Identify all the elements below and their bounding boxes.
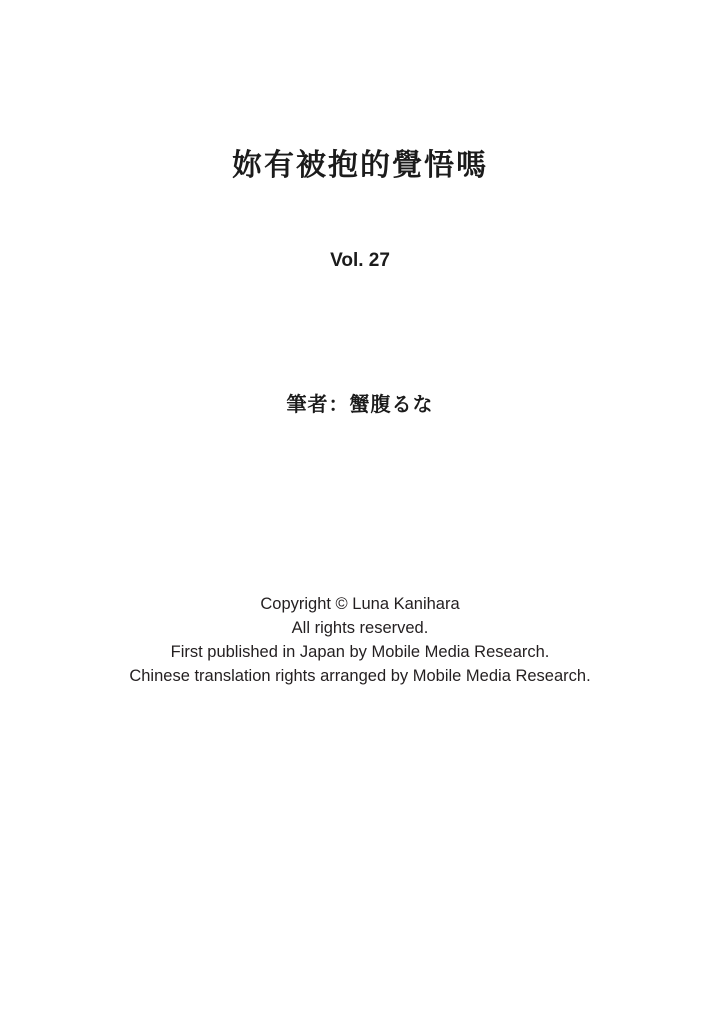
volume-label: Vol. 27 xyxy=(330,250,390,271)
copyright-block xyxy=(0,592,720,688)
page-title: 妳有被抱的覺悟嗎 xyxy=(232,149,488,182)
copyright-line-2: All rights reserved. xyxy=(291,619,429,637)
copyright-line-3: First published in Japan by Mobile Media Research. xyxy=(170,643,550,661)
copyright-line-4: Chinese translation rights arranged by Mobile Media Research. xyxy=(129,667,591,685)
copyright-line-1: Copyright © Luna Kanihara xyxy=(260,595,460,613)
author-credit: 筆者：蟹腹るな xyxy=(286,394,434,416)
